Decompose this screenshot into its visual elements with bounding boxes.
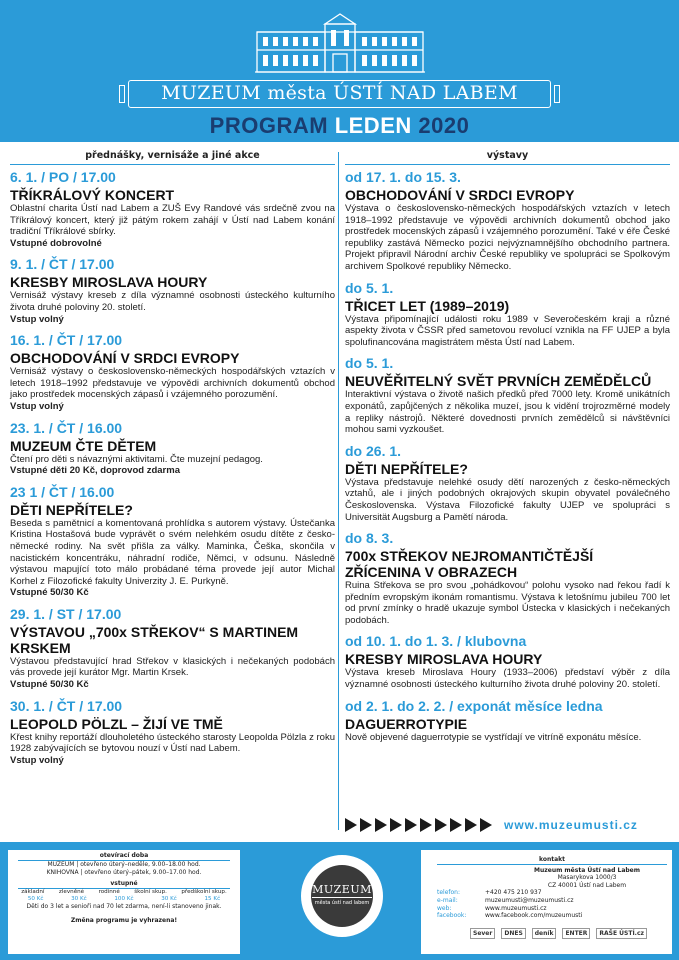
title-program: PROGRAM: [209, 113, 329, 138]
event-description: Výstava připomínající události roku 1989 v Severočeském kraji a různé aspekty života v ČSSR před sametovou revolucí vznikla na FF UJEP a byla spolufinancována magistrátem města Ústí nad Labem.: [345, 313, 670, 348]
event-title: VÝSTAVOU „700x STŘEKOV“ S MARTINEM KRSKEM: [10, 623, 299, 656]
column-divider: [338, 152, 339, 830]
event-date: 30. 1. / ČT / 17.00: [10, 697, 123, 714]
program-event: [10, 332, 335, 412]
program-event: [10, 420, 335, 477]
contact-phone-row: [437, 889, 667, 897]
facebook-value[interactable]: www.facebook.com/muzeumusti: [485, 912, 583, 920]
event-description: Výstava o československo-německých hospodářských vztazích v letech 1918–1992 představuje ve výpovědi archivních dokumentů obchod jako prostředek mocenských zápasů i vzájemného porozumění. Také v éře České republiky zastává Německo pozici nejvýznamnějšího obchodního partnera. Projekt připravil Národní archiv České republiky ve spolupráci se Spolkovým archivem Spolkové republiky Německo.: [345, 203, 670, 272]
contact-street: Masarykova 1000/3: [557, 874, 617, 882]
contact-name: Muzeum města Ústí nad Labem: [534, 866, 640, 874]
event-date: 16. 1. / ČT / 17.00: [10, 332, 123, 349]
event-title: DĚTI NEPŘÍTELE?: [345, 460, 468, 477]
event-description: Interaktivní výstava o životě našich předků před 7000 lety. Kromě unikátních exponátů, zapůjčených z několika muzeí, jsou k vidění trojrozměrné modely a repliky nástrojů. Některé dovednosti prvních zemědělců si návštěvníci mohou sami vyzkoušet.: [345, 389, 670, 436]
admission-label: vstupné: [18, 880, 230, 889]
exhibition-item: [345, 530, 670, 626]
phone-label: telefon:: [437, 889, 461, 897]
admission-note: Děti do 3 let a senioři nad 70 let zdarma, není-li stanoveno jinak.: [26, 903, 222, 910]
arrow-icon: [375, 818, 387, 832]
event-title: OBCHODOVÁNÍ V SRDCI EVROPY: [345, 187, 575, 203]
event-description: Vernisáž výstavy kreseb z díla významné osobnosti ústeckého kulturního života druhé poloviny 20. století.: [10, 290, 335, 313]
contact-email-row: [437, 897, 667, 905]
event-description: Výstava představuje nelehké osudy dětí narozených z česko-německých vztahů, ale i jiných podobných okrajových skupin obyvatel poválečného Československa. Výstava Filozofické fakulty UJEP ve spolupráci s Universität Augsburg a Pamětí národa.: [345, 476, 670, 523]
partner-logos: [470, 928, 647, 939]
event-admission: Vstup volný: [10, 313, 64, 325]
lectures-section-title: přednášky, vernisáže a jiné akce: [10, 150, 335, 165]
event-description: Oblastní charita Ústí nad Labem a ZUŠ Evy Randové vás srdečně zvou na Tříkrálový koncert, který již pátým rokem zahájí v Ústí nad Labem konání tradiční Tříkrálové sbírky.: [10, 203, 335, 238]
museum-round-logo: [301, 855, 383, 937]
event-admission: Vstupné 50/30 Kč: [10, 587, 89, 599]
admission-type: zlevněné: [58, 889, 85, 895]
arrow-icon: [405, 818, 417, 832]
event-description: Nově objevené daguerrotypie se vystřídají ve vitríně exponátu měsíce.: [345, 731, 642, 743]
event-description: Výstava kreseb Miroslava Houry (1933–2006) představí výběr z díla významné osobnosti ústeckého kulturního života druhé poloviny 20. století.: [345, 667, 670, 691]
admission-price: 50 Kč: [27, 896, 44, 902]
museum-logo-text: MUZEUM města ÚSTÍ NAD LABEM: [128, 80, 551, 108]
program-event: [10, 698, 335, 767]
event-date: 23. 1. / ČT / 16.00: [10, 419, 123, 436]
contact-city: CZ 40001 Ústí nad Labem: [547, 881, 627, 889]
arrow-icon: [390, 818, 402, 832]
event-date: 23 1 / ČT / 16.00: [10, 483, 115, 500]
web-value[interactable]: www.muzeumusti.cz: [485, 904, 547, 912]
arrow-icon: [435, 818, 447, 832]
exhibitions-section-title: výstavy: [345, 150, 670, 165]
arrow-icon: [480, 818, 492, 832]
event-title: KRESBY MIROSLAVA HOURY: [345, 651, 543, 668]
event-description: Beseda s pamětnicí a komentovaná prohlídka s autorem výstavy. Ústečanka Kristina Hostašová bude vyprávět o svém nelehkém osudu dítěte z česko-německé rodiny. Na svět přišla za války. Maminka, Češka, skončila v nacistickém koncentráku, náhradní rodiče, Němci, v odsunu. Následně výstavou mapující toto málo probádané téma provede její autor Michal Korhel z Filozofické fakulty Univerzity J. E. Purkyně.: [10, 517, 335, 587]
title-month: LEDEN: [334, 113, 412, 138]
event-description: Čtení pro děti s návaznými aktivitami. Čte muzejní pedagog.: [10, 453, 263, 465]
logo-sub-text: města ústí nad labem: [314, 900, 370, 906]
event-title: DAGUERROTYPIE: [345, 715, 468, 732]
event-date: do 5. 1.: [345, 355, 394, 372]
partner-logo: DNES: [501, 928, 525, 939]
program-event: [10, 484, 335, 599]
hours-library: KNIHOVNA | otevřeno úterý–pátek, 9.00–17.00 hod.: [46, 869, 202, 876]
event-title: DĚTI NEPŘÍTELE?: [10, 501, 133, 518]
program-event: [10, 169, 335, 249]
lectures-column: [10, 150, 335, 773]
website-link[interactable]: www.muzeumusti.cz: [504, 818, 638, 832]
logo-circle: [311, 865, 373, 927]
exhibition-item: [345, 280, 670, 349]
event-date: do 8. 3.: [345, 530, 394, 547]
arrow-icon: [345, 818, 357, 832]
event-date: 29. 1. / ST / 17.00: [10, 605, 122, 622]
program-event: [10, 256, 335, 325]
event-description: Výstavou představující hrad Střekov v klasických i nečekaných podobách vás provede její kurátor Mgr. Martin Krsek.: [10, 655, 335, 679]
admission-price: 30 Kč: [161, 896, 177, 902]
event-title: KRESBY MIROSLAVA HOURY: [10, 274, 208, 291]
admission-types: [8, 889, 240, 896]
contact-fb-row: [437, 912, 667, 920]
event-title: LEOPOLD PÖLZL – ŽIJÍ VE TMĚ: [10, 715, 223, 732]
exhibition-item: [345, 698, 670, 744]
event-admission: Vstup volný: [10, 400, 64, 412]
logo-main-text: MUZEUM: [312, 883, 372, 896]
partner-logo: ENTER: [562, 928, 590, 939]
hours-label: otevírací doba: [18, 852, 230, 861]
event-admission: Vstupné děti 20 Kč, doprovod zdarma: [10, 465, 180, 477]
program-change-note: Změna programu je vyhrazena!: [70, 917, 178, 924]
event-title: MUZEUM ČTE DĚTEM: [10, 437, 157, 454]
email-label: e-mail:: [437, 896, 458, 904]
museum-building-icon: [255, 10, 425, 74]
email-value[interactable]: muzeumusti@muzeumusti.cz: [485, 896, 574, 904]
admission-type: školní skup.: [134, 889, 167, 895]
partner-logo: Sever: [470, 928, 495, 939]
arrow-icon: [420, 818, 432, 832]
event-title: TŘICET LET (1989–2019): [345, 297, 510, 314]
partner-logo: RAŠE ÚSTÍ.cz: [596, 928, 647, 939]
event-description: Vernisáž výstavy o československo-německých hospodářských vztazích v letech 1918–1992 představuje ve výpovědi archivních dokumentů obchod jako prostředek mocenských zápasů i vzájemného porozumění.: [10, 366, 335, 401]
contact-info: [437, 856, 667, 920]
title-year: 2020: [418, 113, 470, 138]
exhibition-item: [345, 633, 670, 690]
event-date: od 2. 1. do 2. 2. / exponát měsíce ledna: [345, 697, 603, 714]
facebook-label: facebook:: [437, 912, 467, 920]
admission-type: předškolní skup.: [181, 889, 227, 895]
event-title: OBCHODOVÁNÍ V SRDCI EVROPY: [10, 350, 240, 367]
hours-museum: MUZEUM | otevřeno úterý–neděle, 9.00–18.00 hod.: [47, 861, 201, 868]
admission-price: 100 Kč: [114, 896, 134, 902]
contact-web-row: [437, 905, 667, 913]
event-date: od 17. 1. do 15. 3.: [345, 169, 461, 185]
event-admission: Vstupné dobrovolné: [10, 237, 102, 249]
event-admission: Vstup volný: [10, 754, 64, 766]
event-date: 6. 1. / PO / 17.00: [10, 169, 116, 185]
arrow-decoration: [345, 818, 492, 832]
event-date: od 10. 1. do 1. 3. / klubovna: [345, 633, 527, 650]
event-title: 700x STŘEKOV NEJROMANTIČTĚJŠÍ ZŘÍCENINA V OBRAZECH: [345, 548, 594, 581]
exhibition-item: [345, 443, 670, 523]
exhibition-item: [345, 355, 670, 435]
event-admission: Vstupné 50/30 Kč: [10, 679, 89, 691]
arrow-icon: [360, 818, 372, 832]
event-date: 9. 1. / ČT / 17.00: [10, 256, 115, 273]
hours-admission-box: [8, 850, 240, 954]
phone-value[interactable]: +420 475 210 937: [485, 889, 542, 897]
event-date: do 26. 1.: [345, 442, 402, 459]
web-label: web:: [437, 904, 452, 912]
event-title: NEUVĚŘITELNÝ SVĚT PRVNÍCH ZEMĚDĚLCŮ: [345, 373, 652, 390]
partner-logo: deník: [532, 928, 557, 939]
event-title: TŘÍKRÁLOVÝ KONCERT: [10, 187, 175, 203]
page-title: [0, 113, 679, 139]
admission-price: 15 Kč: [204, 896, 221, 902]
exhibitions-column: [345, 150, 670, 750]
admission-type: rodinné: [98, 889, 120, 895]
program-event: [10, 606, 335, 691]
header-banner: [0, 0, 679, 142]
arrow-icon: [450, 818, 462, 832]
contact-label: kontakt: [437, 856, 667, 865]
event-description: Křest knihy reportáží dlouholetého ústeckého starosty Leopolda Pölzla z roku 1928 zabývajících se bytovou nouzí v Ústí nad Labem.: [10, 731, 335, 755]
event-date: do 5. 1.: [345, 279, 394, 296]
exhibition-item: [345, 169, 670, 273]
admission-prices: [8, 896, 240, 903]
admission-price: 30 Kč: [71, 896, 87, 902]
event-description: Ruina Střekova se pro svou „pohádkovou“ polohu vysoko nad řekou řadí k předním evropským ikonám romantismu. Výstava k letošnímu jubileu 700 let od první zmínky o hradě ukazuje symbol Ústecka v klasických i nečekaných podobách.: [345, 580, 670, 626]
arrow-icon: [465, 818, 477, 832]
admission-type: základní: [21, 889, 45, 895]
